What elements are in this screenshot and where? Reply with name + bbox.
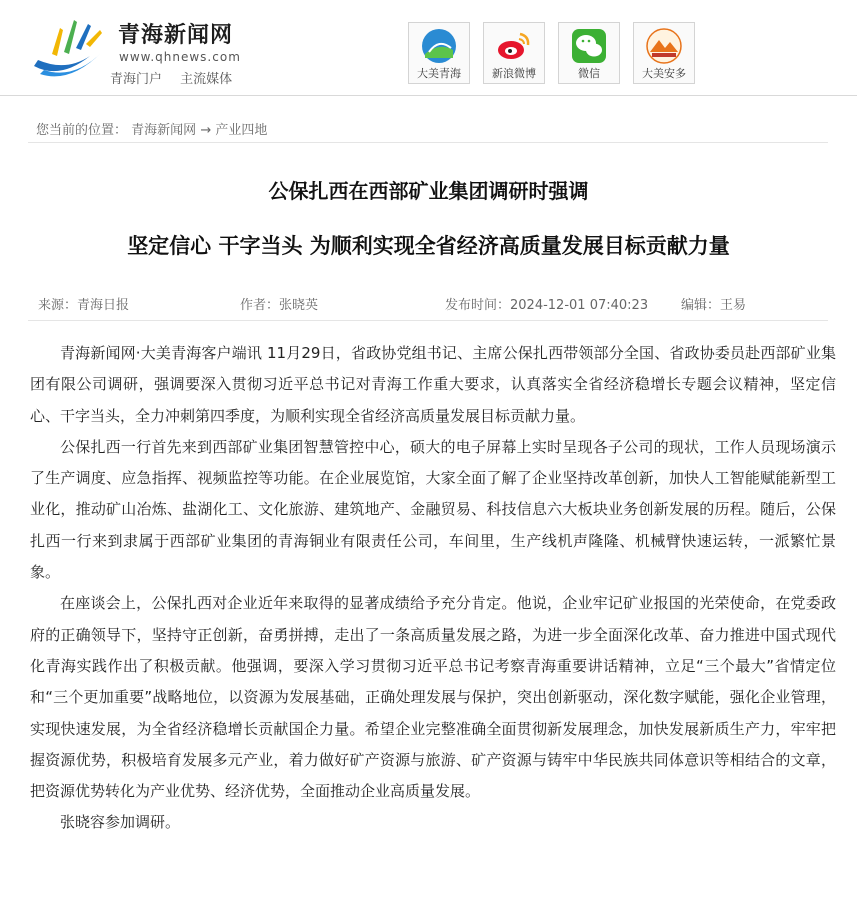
slogan-right: 主流媒体 <box>180 72 233 87</box>
breadcrumb-home-link[interactable]: 青海新闻网 <box>131 123 197 138</box>
qhnews-logo-icon[interactable] <box>30 14 110 84</box>
article-editor <box>681 294 746 313</box>
wechat-icon <box>571 28 607 64</box>
author-value: 张晓英 <box>279 298 319 313</box>
site-header <box>0 0 857 96</box>
source-label: 来源： <box>38 298 78 313</box>
article-author <box>240 294 318 313</box>
editor-label: 编辑： <box>681 298 721 313</box>
article-time <box>445 294 648 313</box>
app-links <box>408 22 695 84</box>
site-url: www.qhnews.com <box>119 50 241 64</box>
article-paragraph: 公保扎西一行首先来到西部矿业集团智慧管控中心，硕大的电子屏幕上实时呈现各子公司的现状，工作人员现场演示了生产调度、应急指挥、视频监控等功能。在企业展览馆，大家全面了解了企业坚持改革创新，加快人工智能赋能新型工业化，推动矿山冶炼、盐湖化工、文化旅游、建筑地产、金融贸易、科技信息六大板块业务创新发展的历程。随后，公保扎西一行来到隶属于西部矿业集团的青海铜业有限责任公司，车间里，生产线机声隆隆、机械臂快速运转，一派繁忙景象。 <box>30 437 836 582</box>
breadcrumb-current-link[interactable]: 产业四地 <box>215 123 268 138</box>
app-wechat[interactable] <box>558 22 620 84</box>
article-paragraph: 在座谈会上，公保扎西对企业近年来取得的显著成绩给予充分肯定。他说，企业牢记矿业报国的光荣使命，在党委政府的正确领导下，坚持守正创新，奋勇拼搏，走出了一条高质量发展之路，为进一步全面深化改革、奋力推进中国式现代化青海实践作出了积极贡献。他强调，要深入学习贯彻习近平总书记考察青海重要讲话精神，立足“三个最大”省情定位和“三个更加重要”战略地位，以资源为发展基础，正确处理发展与保护，突出创新驱动，深化数字赋能，强化企业管理，实现快速发展，为全省经济稳增长贡献国企力量。希望企业完整准确全面贯彻新发展理念，加快发展新质生产力，牢牢把握资源优势，积极培育发展多元产业，着力做好矿产资源与旅游、矿产资源与铸牢中华民族共同体意识等相结合的文章，把资源优势转化为产业优势、经济优势，全面推动企业高质量发展。 <box>30 594 836 801</box>
weibo-icon <box>496 28 532 64</box>
dameianduo-app-icon <box>646 28 682 64</box>
breadcrumb-prefix: 您当前的位置： <box>36 123 128 138</box>
author-label: 作者： <box>240 298 280 313</box>
source-value: 青海日报 <box>77 298 130 313</box>
app-label: 大美安多 <box>642 67 686 80</box>
article-body <box>30 338 836 839</box>
article-source <box>38 294 129 313</box>
app-label: 新浪微博 <box>492 67 536 80</box>
article-title-line2: 坚定信心 干字当头 为顺利实现全省经济高质量发展目标贡献力量 <box>127 234 730 258</box>
app-label: 大美青海 <box>417 67 461 80</box>
divider <box>28 142 828 143</box>
app-dameiqinghai[interactable] <box>408 22 470 84</box>
article-title-line1: 公保扎西在西部矿业集团调研时强调 <box>268 179 589 203</box>
app-label: 微信 <box>578 67 600 80</box>
site-name: 青海新闻网 <box>118 23 234 48</box>
site-slogan <box>110 68 232 87</box>
breadcrumb <box>36 119 267 138</box>
time-value: 2024-12-01 07:40:23 <box>510 298 649 313</box>
article-paragraph: 青海新闻网·大美青海客户端讯 11月29日，省政协党组书记、主席公保扎西带领部分全国、省政协委员赴西部矿业集团有限公司调研，强调要深入贯彻习近平总书记对青海工作重大要求，认真落实全省经济稳增长专题会议精神，坚定信心、干字当头，全力冲刺第四季度，为顺利实现全省经济高质量发展目标贡献力量。 <box>30 344 836 425</box>
time-label: 发布时间： <box>445 298 511 313</box>
app-dameianduo[interactable] <box>633 22 695 84</box>
slogan-left: 青海门户 <box>110 72 163 87</box>
dameiqinghai-app-icon <box>421 28 457 64</box>
divider <box>28 320 828 321</box>
breadcrumb-arrow: → <box>200 123 212 138</box>
article-paragraph: 张晓容参加调研。 <box>60 813 181 832</box>
editor-value: 王易 <box>720 298 747 313</box>
app-weibo[interactable] <box>483 22 545 84</box>
